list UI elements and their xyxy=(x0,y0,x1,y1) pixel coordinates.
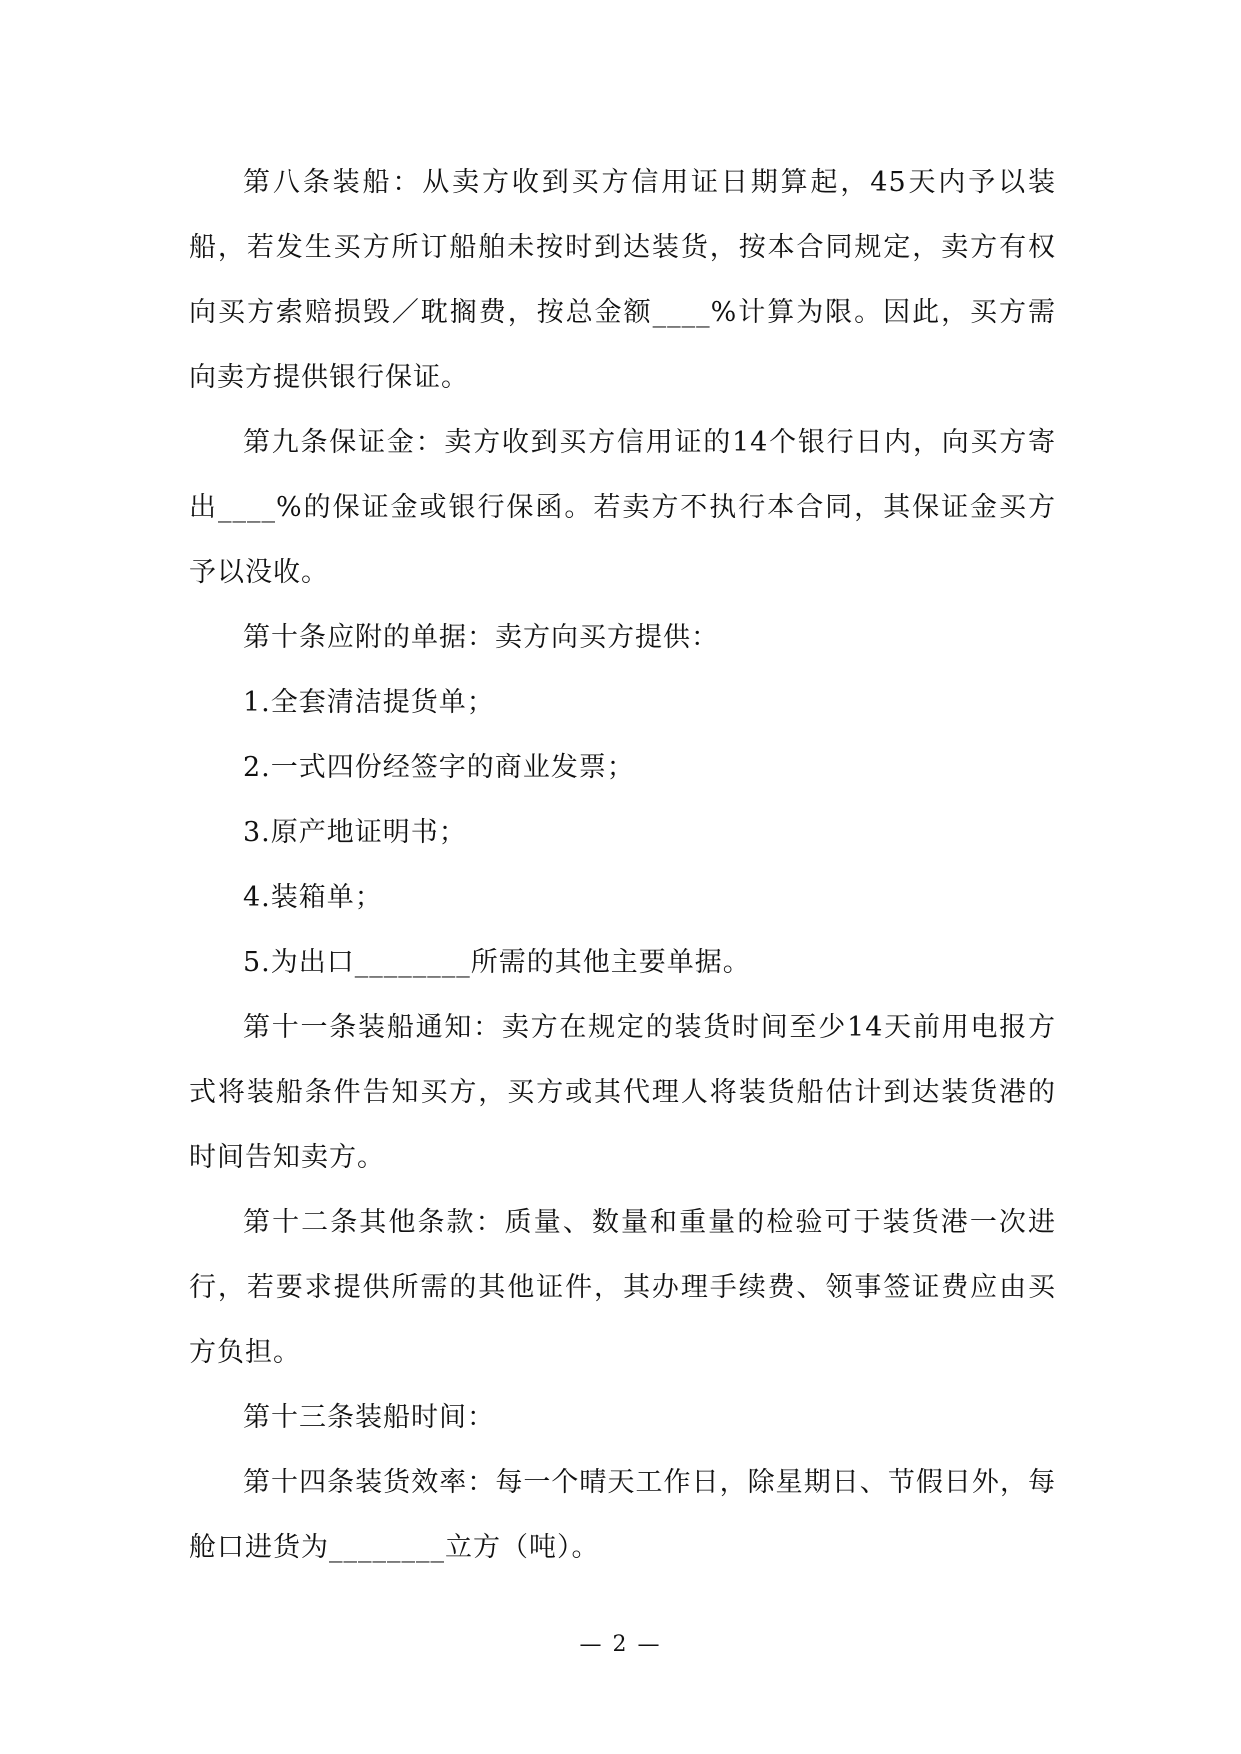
document-item-2: 2.一式四份经签字的商业发票； xyxy=(243,752,635,783)
clause-14-loading-rate: 第十四条装货效率：每一个晴天工作日，除星期日、节假日外，每舱口进货为________立方（吨）。 xyxy=(189,1467,1056,1563)
clause-8-shipment: 第八条装船：从卖方收到买方信用证日期算起，45天内予以装船，若发生买方所订船舶未按时到达装货，按本合同规定，卖方有权向买方索赔损毁／耽搁费，按总金额____%计算为限。因此，买方需向卖方提供银行保证。 xyxy=(189,167,1056,393)
document-item-3: 3.原产地证明书； xyxy=(243,817,467,848)
clause-12-other-terms: 第十二条其他条款：质量、数量和重量的检验可于装货港一次进行，若要求提供所需的其他证件，其办理手续费、领事签证费应由买方负担。 xyxy=(189,1207,1056,1368)
clause-13-shipping-time: 第十三条装船时间： xyxy=(243,1402,495,1433)
document-body xyxy=(189,150,1056,1580)
document-item-5: 5.为出口________所需的其他主要单据。 xyxy=(243,947,751,978)
clause-10-documents: 第十条应附的单据：卖方向买方提供： xyxy=(243,622,719,653)
clause-11-shipping-notice: 第十一条装船通知：卖方在规定的装货时间至少14天前用电报方式将装船条件告知买方，买方或其代理人将装货船估计到达装货港的时间告知卖方。 xyxy=(189,1012,1056,1173)
document-item-1: 1.全套清洁提货单； xyxy=(243,687,495,718)
page-number: — 2 — xyxy=(579,1632,662,1657)
clause-9-deposit: 第九条保证金：卖方收到买方信用证的14个银行日内，向买方寄出____%的保证金或银行保函。若卖方不执行本合同，其保证金买方予以没收。 xyxy=(189,427,1056,588)
document-item-4: 4.装箱单； xyxy=(243,882,383,913)
